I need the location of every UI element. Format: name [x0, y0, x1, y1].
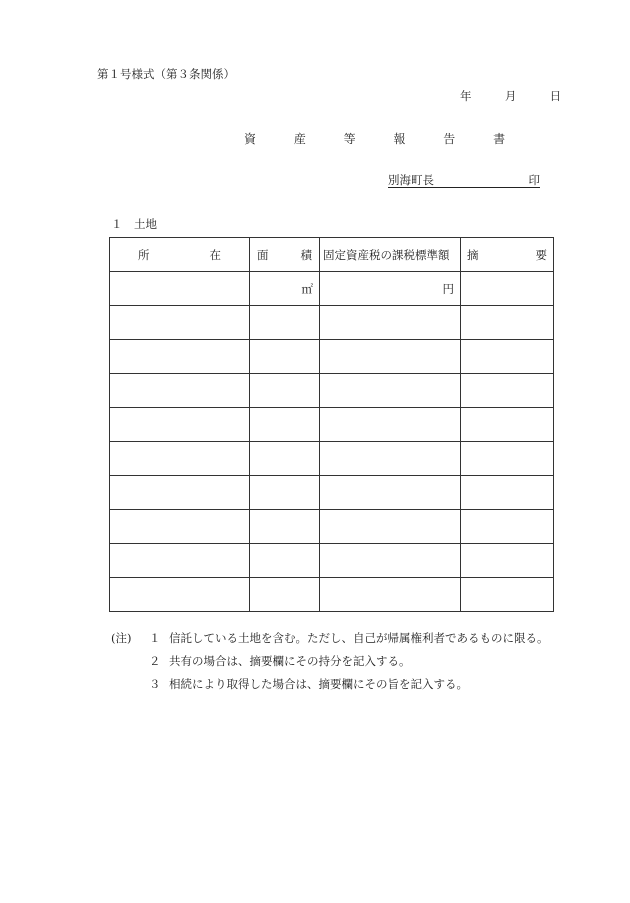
table-row	[110, 408, 554, 442]
cell-tax-base[interactable]	[320, 306, 461, 340]
header-location-part2: 在	[209, 247, 221, 262]
table-row	[110, 442, 554, 476]
cell-location[interactable]	[110, 476, 250, 510]
cell-tax-base[interactable]	[320, 442, 461, 476]
section-title: １ 土地	[111, 217, 157, 231]
header-tax-base-label: 固定資産税の課税標準額	[323, 247, 450, 262]
note-item	[111, 627, 549, 650]
cell-tax-base[interactable]	[320, 272, 461, 306]
cell-area[interactable]	[250, 544, 320, 578]
cell-area[interactable]	[250, 340, 320, 374]
notes-section	[111, 627, 549, 696]
cell-tax-base[interactable]	[320, 408, 461, 442]
table-row	[110, 374, 554, 408]
note-number: ３	[149, 677, 161, 691]
header-location	[110, 238, 250, 272]
header-area-part1: 面	[257, 247, 269, 262]
seal-mark: 印	[528, 173, 540, 187]
header-remarks-part1: 摘	[467, 247, 479, 262]
form-number: 第１号様式（第３条関係）	[97, 67, 235, 81]
header-remarks-part2: 要	[535, 247, 547, 262]
table-row	[110, 306, 554, 340]
table-row	[110, 476, 554, 510]
date-year-label: 年	[460, 89, 472, 103]
cell-area[interactable]	[250, 374, 320, 408]
cell-area[interactable]	[250, 306, 320, 340]
cell-area[interactable]	[250, 578, 320, 612]
date-day-label: 日	[549, 89, 562, 103]
cell-remarks[interactable]	[461, 340, 554, 374]
cell-remarks[interactable]	[461, 272, 554, 306]
cell-remarks[interactable]	[461, 408, 554, 442]
cell-location[interactable]	[110, 340, 250, 374]
header-area	[250, 238, 320, 272]
note-item	[111, 650, 549, 673]
cell-remarks[interactable]	[461, 306, 554, 340]
table-row	[110, 272, 554, 306]
tax-base-unit: 円	[442, 281, 454, 296]
header-area-part2: 積	[300, 247, 312, 262]
table-row	[110, 578, 554, 612]
cell-tax-base[interactable]	[320, 544, 461, 578]
cell-tax-base[interactable]	[320, 510, 461, 544]
date-month-label: 月	[504, 89, 517, 103]
addressee-name: 別海町長	[388, 173, 434, 187]
cell-area[interactable]	[250, 442, 320, 476]
cell-location[interactable]	[110, 510, 250, 544]
cell-location[interactable]	[110, 544, 250, 578]
note-item	[111, 673, 549, 696]
cell-location[interactable]	[110, 272, 250, 306]
header-tax-base	[320, 238, 461, 272]
note-number: １	[149, 631, 161, 645]
table-row	[110, 340, 554, 374]
cell-remarks[interactable]	[461, 442, 554, 476]
cell-remarks[interactable]	[461, 476, 554, 510]
note-number: ２	[149, 654, 161, 668]
note-text: 信託している土地を含む。ただし、自己が帰属権利者であるものに限る。	[169, 631, 549, 645]
table-row	[110, 544, 554, 578]
header-remarks	[461, 238, 554, 272]
cell-area[interactable]	[250, 408, 320, 442]
cell-remarks[interactable]	[461, 578, 554, 612]
cell-remarks[interactable]	[461, 544, 554, 578]
cell-tax-base[interactable]	[320, 578, 461, 612]
notes-label: (注)	[111, 631, 132, 645]
header-location-part1: 所	[138, 247, 150, 262]
table-header-row	[110, 238, 554, 272]
date-line	[460, 88, 561, 104]
cell-area[interactable]	[250, 476, 320, 510]
cell-remarks[interactable]	[461, 374, 554, 408]
note-text: 相続により取得した場合は、摘要欄にその旨を記入する。	[169, 677, 468, 691]
cell-location[interactable]	[110, 442, 250, 476]
cell-remarks[interactable]	[461, 510, 554, 544]
cell-location[interactable]	[110, 578, 250, 612]
table-row	[110, 510, 554, 544]
addressee-line	[388, 172, 540, 188]
area-unit: ㎡	[301, 281, 313, 296]
note-text: 共有の場合は、摘要欄にその持分を記入する。	[169, 654, 411, 668]
cell-location[interactable]	[110, 306, 250, 340]
cell-area[interactable]	[250, 510, 320, 544]
cell-area[interactable]	[250, 272, 320, 306]
cell-tax-base[interactable]	[320, 476, 461, 510]
cell-location[interactable]	[110, 374, 250, 408]
cell-tax-base[interactable]	[320, 340, 461, 374]
cell-location[interactable]	[110, 408, 250, 442]
document-title: 資 産 等 報 告 書	[244, 132, 523, 146]
land-table	[109, 237, 554, 612]
cell-tax-base[interactable]	[320, 374, 461, 408]
